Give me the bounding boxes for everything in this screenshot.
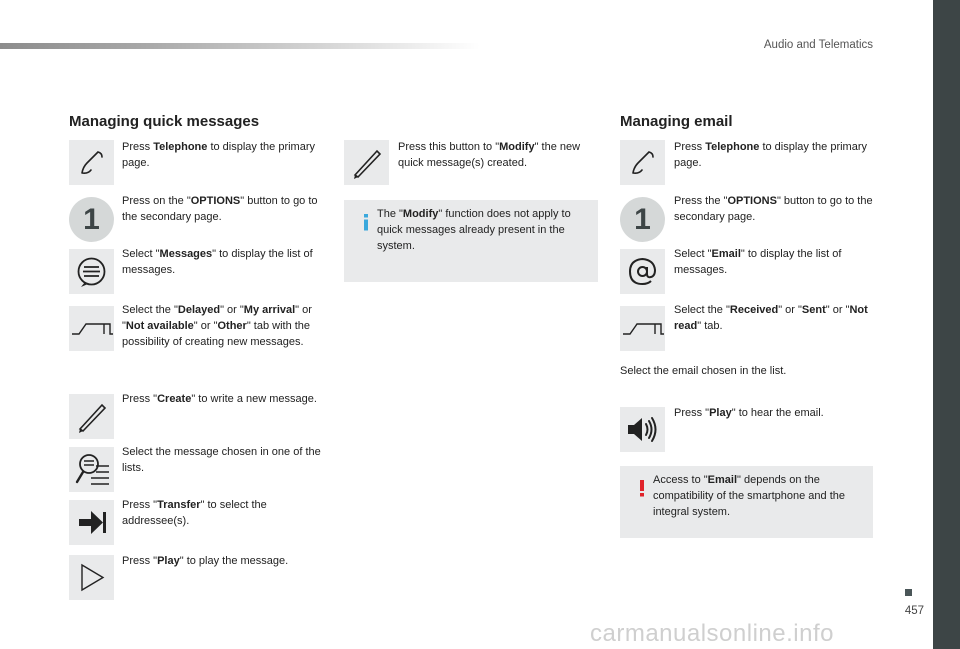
left-step-3-text: Select "Messages" to display the list of messages.	[122, 248, 313, 276]
tab-icon	[620, 306, 665, 351]
step-number-badge: 1	[620, 197, 665, 242]
header-gradient-bar	[0, 43, 480, 49]
right-plain-text: Select the email chosen in the list.	[620, 365, 787, 377]
telephone-icon	[69, 140, 114, 185]
warning-note-text: Access to "Email" depends on the compatibility of the smartphone and the integral system.	[653, 474, 846, 518]
right-play-text: Press "Play" to hear the email.	[674, 407, 824, 419]
page-number: 457	[904, 605, 924, 617]
page-edge-tab	[933, 0, 960, 649]
tab-icon	[69, 306, 114, 351]
left-step-5-text: Press "Create" to write a new message.	[122, 393, 317, 405]
left-section-title: Managing quick messages	[69, 113, 260, 130]
watermark: carmanualsonline.info	[590, 620, 834, 647]
left-step-8-text: Press "Play" to play the message.	[122, 555, 289, 567]
right-step-4-text: Select the "Received" or "Sent" or "Not read" tab.	[674, 304, 868, 332]
speaker-icon	[620, 407, 665, 452]
step-number-badge: 1	[69, 197, 114, 242]
page-marker	[905, 589, 912, 596]
pencil-icon	[344, 140, 389, 185]
info-icon	[356, 212, 376, 232]
section-title: Audio and Telematics	[763, 39, 873, 51]
email-at-icon	[620, 249, 665, 294]
warning-exclamation-icon	[632, 478, 652, 498]
info-note-text: The "Modify" function does not apply to quick messages already present in the system.	[377, 208, 571, 252]
right-step-3-text: Select "Email" to display the list of messages.	[674, 248, 842, 276]
play-icon	[69, 555, 114, 600]
left-step-6-text: Select the message chosen in one of the lists.	[122, 446, 321, 474]
telephone-icon	[620, 140, 665, 185]
right-step-2-text: Press the "OPTIONS" button to go to the secondary page.	[674, 195, 873, 223]
left-step-2-text: Press on the "OPTIONS" button to go to the secondary page.	[122, 195, 318, 223]
left-step-4-text: Select the "Delayed" or "My arrival" or "Not available" or "Other" tab with the possibility of creating new messages.	[122, 304, 312, 348]
transfer-arrow-icon	[69, 500, 114, 545]
messages-icon	[69, 249, 114, 294]
list-select-icon	[69, 447, 114, 492]
warning-note	[620, 466, 873, 538]
left-step-1-text: Press Telephone to display the primary page.	[122, 141, 315, 169]
middle-step-text: Press this button to "Modify" the new quick message(s) created.	[398, 141, 581, 169]
right-section-title: Managing email	[620, 113, 733, 130]
right-step-1-text: Press Telephone to display the primary page.	[674, 141, 867, 169]
info-note	[344, 200, 598, 282]
left-step-7-text: Press "Transfer" to select the addressee(s).	[122, 499, 267, 527]
pencil-icon	[69, 394, 114, 439]
